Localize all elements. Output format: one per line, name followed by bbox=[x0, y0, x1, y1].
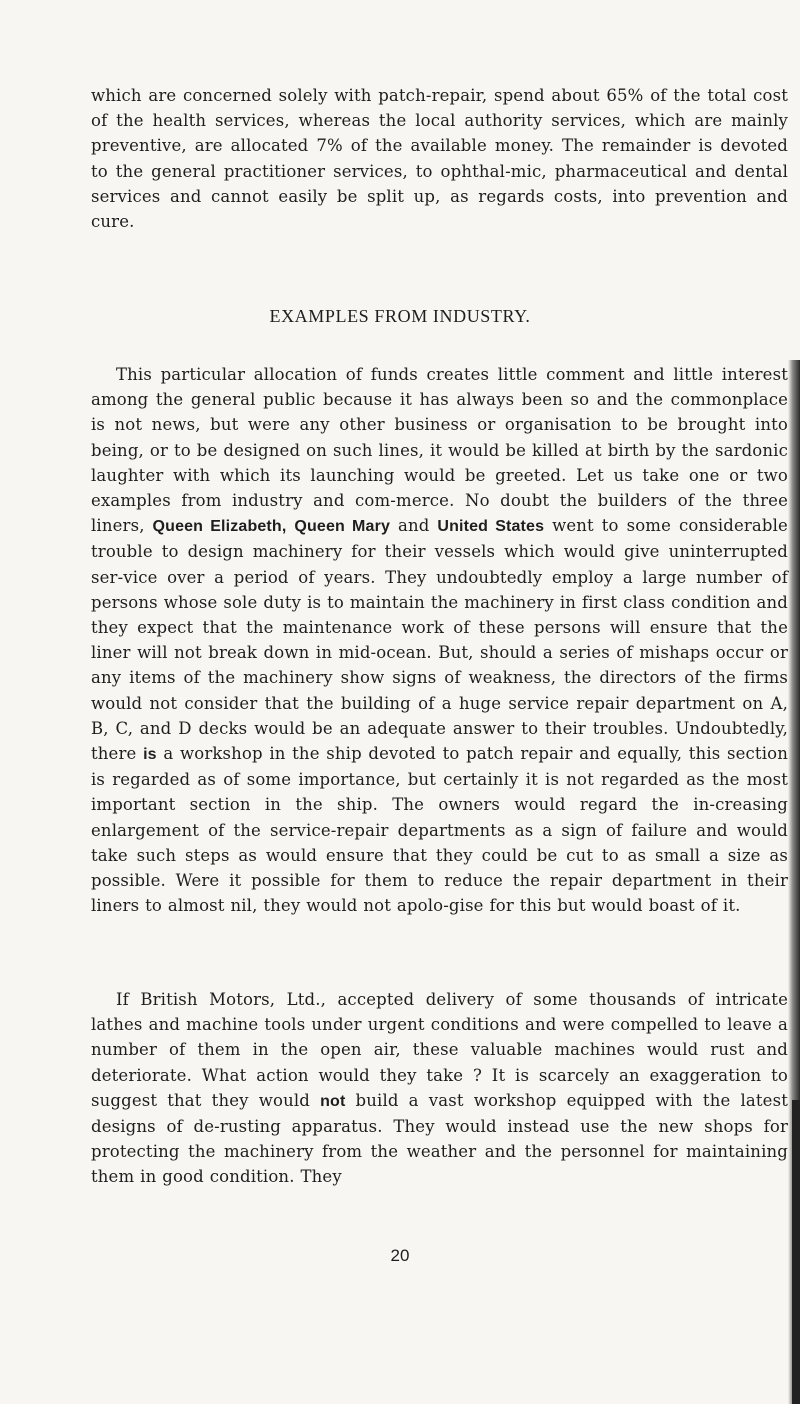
paragraph-3-text-a: If British Motors, Ltd., accepted delivery of some thousands of intricate lathes and machine tools under urgent conditions and were compelled to leave a number of them in the open air, these valuable machines would rust and deteriorate. What action would they take ? It is scarcely an exaggeration to suggest that they would bbox=[91, 990, 788, 1110]
paragraph-2-text-c: a workshop in the ship devoted to patch repair and equally, this section is regarded as of some importance, but certainly it is not regarded as the most important section in the ship. The owners would regard the in-creasing enlargement of the service-repair departments as a sign of failure and would take such steps as would ensure that they could be cut to as small a size as possible. Were it possible for them to reduce the repair department in their liners to almost nil, they would not apolo-gise for this but would boast of it. bbox=[91, 744, 788, 916]
emphasis-is: is bbox=[143, 746, 157, 764]
paragraph-2 bbox=[91, 362, 788, 918]
paragraph-3-text-b: build a vast workshop equipped with the latest designs of de-rusting apparatus. They would instead use the new shops for protecting the machinery from the weather and the personnel for maintaining them in good condition. They bbox=[91, 1090, 788, 1187]
section-heading: EXAMPLES FROM INDUSTRY. bbox=[269, 306, 531, 326]
paragraph-1 bbox=[91, 83, 788, 234]
ship-name-queen-elizabeth: Queen Elizabeth, bbox=[152, 518, 287, 536]
paragraph-1-text: which are concerned solely with patch-repair, spend about 65% of the total cost of the health services, whereas the local authority services, which are mainly preventive, are allocated 7% of the available money. The remainder is devoted to the general practitioner services, to ophthal-mic, pharmaceutical and dental services and cannot easily be split up, as regards costs, into prevention and cure. bbox=[91, 86, 788, 232]
emphasis-not: not bbox=[320, 1092, 346, 1110]
conjunction-and: and bbox=[390, 516, 438, 536]
scan-dark-edge bbox=[792, 1100, 800, 1404]
page-number: 20 bbox=[390, 1246, 410, 1265]
paragraph-3 bbox=[91, 987, 788, 1190]
ship-name-united-states: United States bbox=[437, 518, 545, 536]
paragraph-2-text-b: went to some considerable trouble to design machinery for their vessels which would give uninterrupted ser-vice over a period of years. They undoubtedly employ a large number of persons whose sole duty is to maintain the machinery in first class condition and they expect that the maintenance work of these persons will ensure that the liner will not break down in mid-ocean. But, should a series of mishaps occur or any items of the machinery show signs of weakness, the directors of the firms would not consider that the building of a huge service repair department on A, B, C, and D decks would be an adequate answer to their troubles. Undoubtedly, there bbox=[91, 516, 788, 764]
paragraph-2-text-a: This particular allocation of funds creates little comment and little interest among the general public because it has always been so and the commonplace is not news, but were any other business or organisation to be brought into being, or to be designed on such lines, it would be killed at birth by the sardonic laughter with which its launching would be greeted. Let us take one or two examples from industry and com-merce. No doubt the builders of the three liners, bbox=[91, 365, 788, 536]
ship-name-queen-mary: Queen Mary bbox=[294, 518, 391, 536]
